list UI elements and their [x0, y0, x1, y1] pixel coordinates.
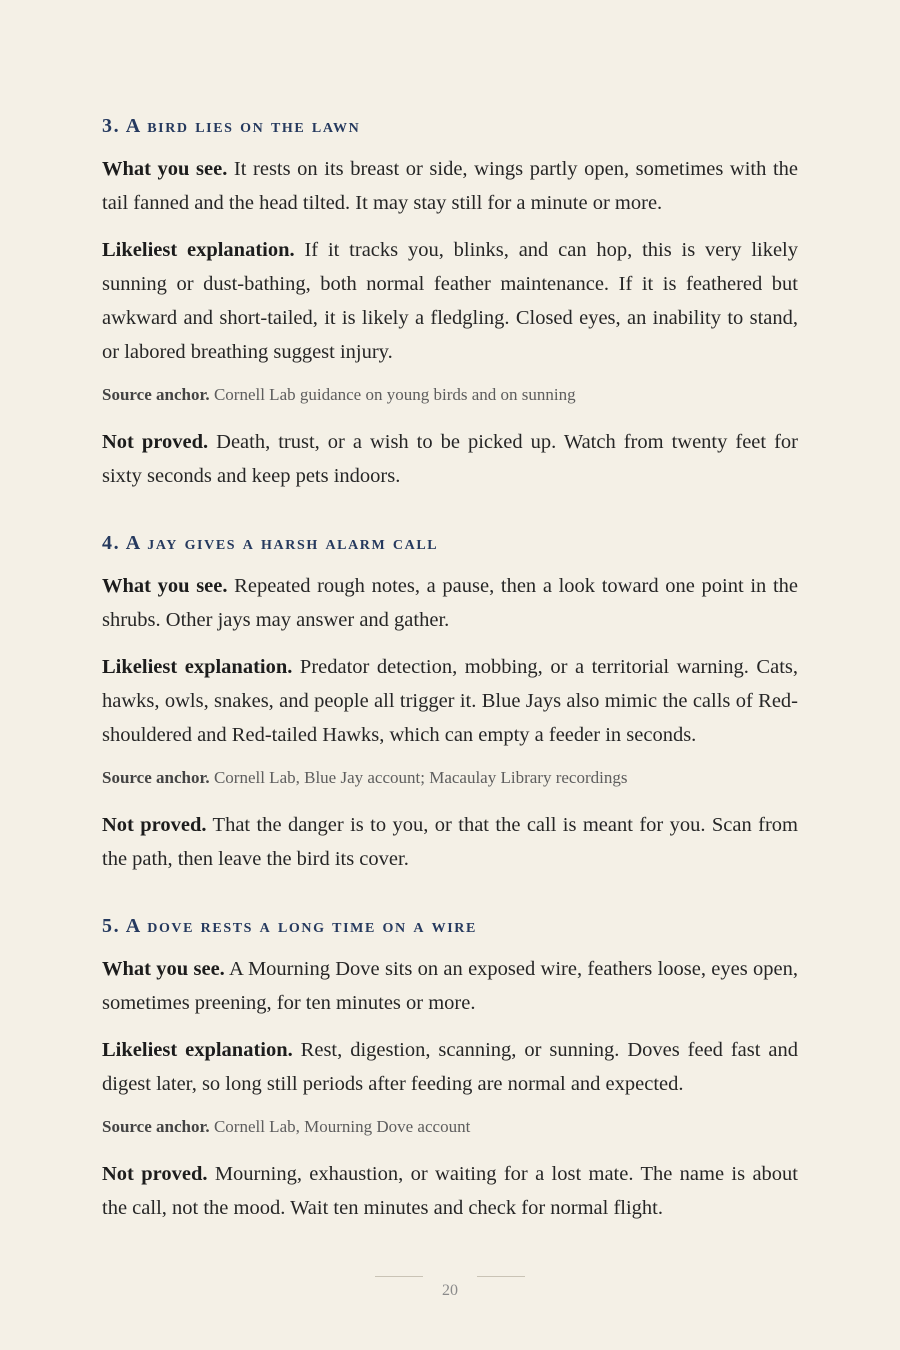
source-anchor-text: Cornell Lab, Mourning Dove account: [209, 1117, 471, 1136]
footer-rule-right: [477, 1276, 525, 1277]
not-proved-text: Mourning, exhaustion, or waiting for a lost mate. The name is about the call, not the mood. Wait ten minutes and check for normal flight.: [102, 1163, 798, 1219]
likeliest-explanation-text: Rest, digestion, scanning, or sunning. Doves feed fast and digest later, so long still periods after feeding are normal and expected.: [102, 1039, 798, 1095]
source-anchor-label: Source anchor.: [102, 1117, 210, 1136]
what-you-see-text: It rests on its breast or side, wings partly open, sometimes with the tail fanned and the head tilted. It may stay still for a minute or more.: [102, 158, 798, 214]
page-number: 20: [442, 1281, 458, 1299]
section-dove-on-wire: [102, 912, 798, 1225]
page-content: [102, 112, 798, 1261]
not-proved-text: Death, trust, or a wish to be picked up. Watch from twenty feet for sixty seconds and keep pets indoors.: [102, 431, 798, 487]
what-you-see-label: What you see.: [102, 158, 228, 180]
what-you-see-label: What you see.: [102, 958, 225, 980]
not-proved-paragraph: [102, 808, 798, 876]
section-heading: 5. A dove rests a long time on a wire: [102, 915, 477, 937]
source-anchor-paragraph: [102, 765, 798, 791]
what-you-see-text: Repeated rough notes, a pause, then a look toward one point in the shrubs. Other jays may answer and gather.: [102, 575, 798, 631]
source-anchor-paragraph: [102, 1114, 798, 1140]
likeliest-explanation-label: Likeliest explanation.: [102, 656, 293, 678]
section-heading: 4. A jay gives a harsh alarm call: [102, 532, 439, 554]
footer-rule-left: [375, 1276, 423, 1277]
source-anchor-text: Cornell Lab guidance on young birds and on sunning: [209, 385, 576, 404]
not-proved-label: Not proved.: [102, 1163, 208, 1185]
likeliest-explanation-paragraph: [102, 650, 798, 752]
what-you-see-paragraph: [102, 152, 798, 220]
page-footer: [0, 1266, 900, 1299]
source-anchor-label: Source anchor.: [102, 385, 210, 404]
not-proved-label: Not proved.: [102, 814, 207, 836]
not-proved-paragraph: [102, 1157, 798, 1225]
section-jay-alarm-call: [102, 529, 798, 876]
likeliest-explanation-paragraph: [102, 1033, 798, 1101]
what-you-see-paragraph: [102, 569, 798, 637]
section-heading: 3. A bird lies on the lawn: [102, 115, 361, 137]
not-proved-text: That the danger is to you, or that the call is meant for you. Scan from the path, then leave the bird its cover.: [102, 814, 798, 870]
source-anchor-label: Source anchor.: [102, 768, 210, 787]
likeliest-explanation-label: Likeliest explanation.: [102, 1039, 293, 1061]
likeliest-explanation-paragraph: [102, 233, 798, 369]
source-anchor-text: Cornell Lab, Blue Jay account; Macaulay Library recordings: [209, 768, 628, 787]
source-anchor-paragraph: [102, 382, 798, 408]
likeliest-explanation-text: Predator detection, mobbing, or a territorial warning. Cats, hawks, owls, snakes, and people all trigger it. Blue Jays also mimic the calls of Red-shouldered and Red-tailed Hawks, which can empty a feeder in seconds.: [102, 656, 798, 746]
section-bird-on-lawn: [102, 112, 798, 493]
what-you-see-label: What you see.: [102, 575, 228, 597]
not-proved-label: Not proved.: [102, 431, 209, 453]
what-you-see-paragraph: [102, 952, 798, 1020]
likeliest-explanation-label: Likeliest explanation.: [102, 239, 295, 261]
likeliest-explanation-text: If it tracks you, blinks, and can hop, this is very likely sunning or dust-bathing, both normal feather maintenance. If it is feathered but awkward and short-tailed, it is likely a fledgling. Closed eyes, an inability to stand, or labored breathing suggest injury.: [102, 239, 798, 363]
what-you-see-text: A Mourning Dove sits on an exposed wire, feathers loose, eyes open, sometimes preening, for ten minutes or more.: [102, 958, 798, 1014]
not-proved-paragraph: [102, 425, 798, 493]
